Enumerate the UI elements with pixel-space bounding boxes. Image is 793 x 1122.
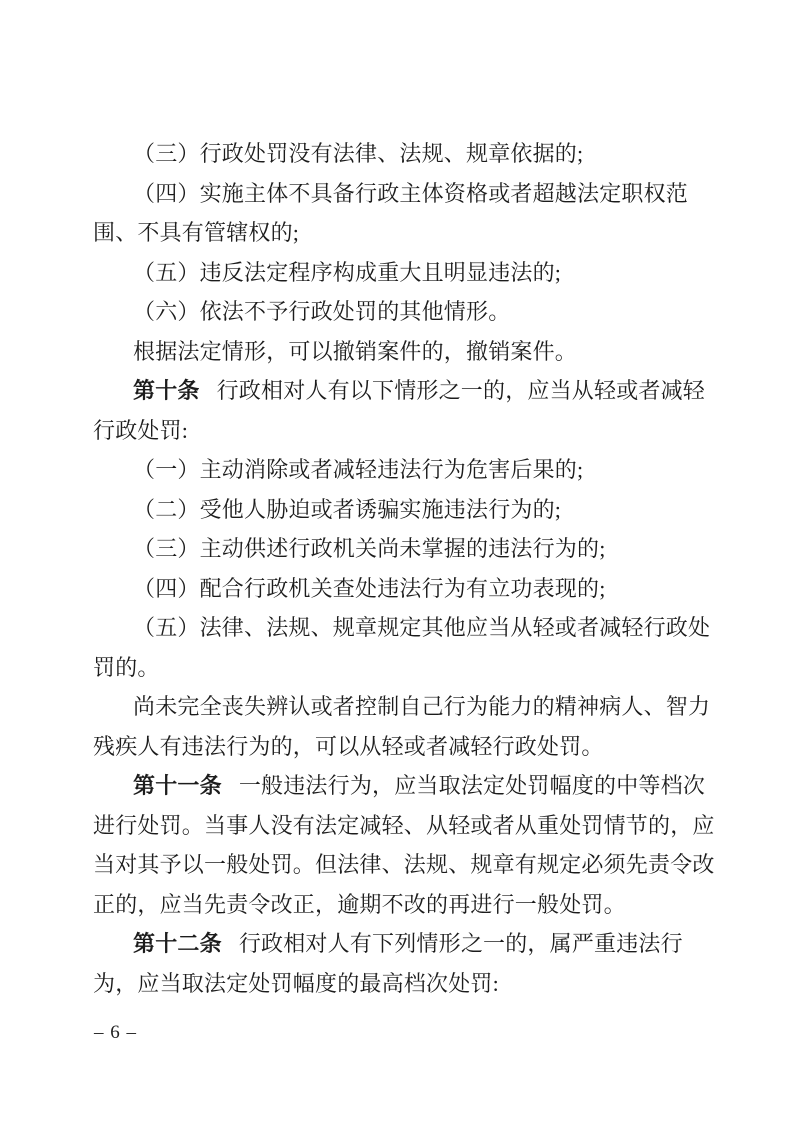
text-line: （三）行政处罚没有法律、法规、规章依据的; [133,141,584,166]
page-number: – 6 – [94,1022,137,1043]
article-number: 第十二条 [133,931,222,956]
text-line: （一）主动消除或者减轻违法行为危害后果的; [133,457,584,482]
article-number: 第十条 [133,378,200,403]
text-line: （二）受他人胁迫或者诱骗实施违法行为的; [133,496,562,522]
text-line: 第十一条 一般违法行为，应当取法定处罚幅度的中等档次 [133,773,706,798]
text-line: 根据法定情形，可以撤销案件的，撤销案件。 [133,338,578,364]
text-line: 围、不具有管辖权的; [93,220,300,245]
text-line: 第十二条 行政相对人有下列情形之一的，属严重违法行 [133,931,683,956]
text-line: 行政处罚: [93,417,189,443]
text-line: 正的，应当先责令改正，逾期不改的再进行一般处罚。 [93,891,626,917]
text-line: （三）主动供述行政机关尚未掌握的违法行为的; [133,536,606,561]
text-line: （四）配合行政机关查处违法行为有立功表现的; [133,575,606,601]
text-line: （五）违反法定程序构成重大且明显违法的; [133,259,562,285]
text-line: 残疾人有违法行为的，可以从轻或者减轻行政处罚。 [93,733,604,759]
article-number: 第十一条 [133,773,222,798]
text-line: （六）依法不予行政处罚的其他情形。 [133,299,511,324]
page-footer [94,1019,137,1047]
text-line: （五）法律、法规、规章规定其他应当从轻或者减轻行政处 [133,615,711,640]
text-line: 为，应当取法定处罚幅度的最高档次处罚: [93,970,499,996]
text-line: 当对其予以一般处罚。但法律、法规、规章有规定必须先责令改 [93,852,715,877]
text-line: 尚未完全丧失辨认或者控制自己行为能力的精神病人、智力 [133,694,711,719]
text-line: 罚的。 [93,654,160,680]
text-line: 进行处罚。当事人没有法定减轻、从轻或者从重处罚情节的，应 [93,812,715,838]
text-line: 第十条 行政相对人有以下情形之一的，应当从轻或者减轻 [133,378,706,403]
document-body [93,134,715,1003]
text-line: （四）实施主体不具备行政主体资格或者超越法定职权范 [133,180,689,206]
